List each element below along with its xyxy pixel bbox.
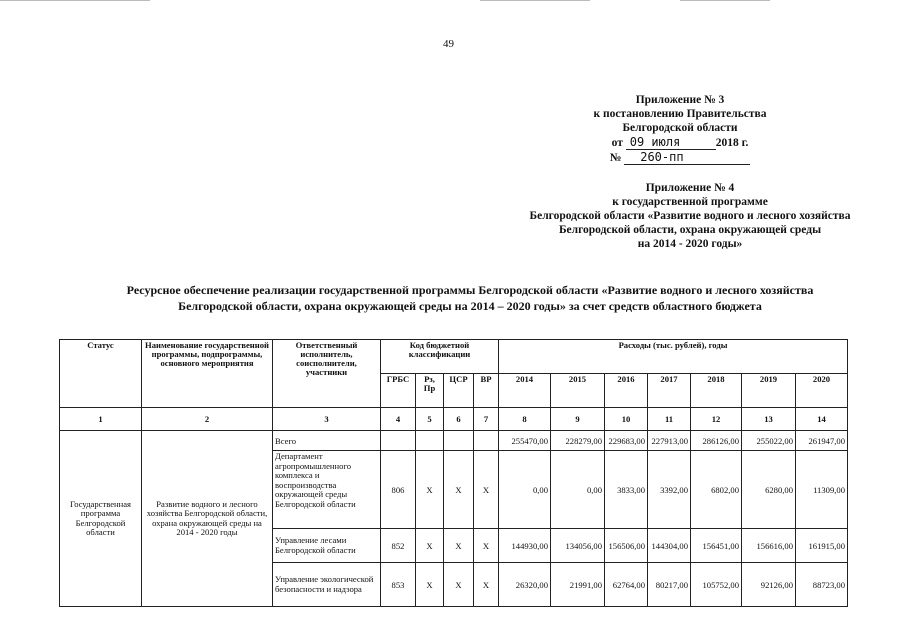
column-number: 5 <box>416 408 444 431</box>
column-number: 7 <box>474 408 499 431</box>
executor-cell: Департамент агропромышленного комплекса и воспроизводства окружающей среды Белгородской области <box>273 451 381 529</box>
column-number: 9 <box>551 408 605 431</box>
column-number: 8 <box>499 408 551 431</box>
header-year: 2014 <box>499 374 551 408</box>
column-number-row <box>60 408 848 431</box>
title-line: Белгородской области, охрана окружающей среды на 2014 – 2020 годы» за счет средств областного бюджета <box>178 299 762 313</box>
value-cell: 286126,00 <box>691 431 742 451</box>
scan-edge-line <box>680 0 770 1</box>
appendix-4-line: Белгородской области «Развитие водного и лесного хозяйства <box>529 210 851 222</box>
appendix-3-block <box>580 93 780 165</box>
executor-cell: Всего <box>273 431 381 451</box>
value-cell: 62764,00 <box>605 563 648 607</box>
document-title <box>60 282 880 314</box>
header-executor: Ответственный исполнитель, соисполнители, участники <box>273 340 381 408</box>
column-number: 11 <box>648 408 691 431</box>
rz-pr-cell: X <box>416 563 444 607</box>
value-cell: 0,00 <box>499 451 551 529</box>
value-cell: 26320,00 <box>499 563 551 607</box>
date-prefix: от <box>611 137 623 149</box>
csr-cell <box>444 431 474 451</box>
csr-cell: X <box>444 529 474 563</box>
appendix-3-date <box>580 135 780 150</box>
value-cell: 6802,00 <box>691 451 742 529</box>
status-cell: Государственная программа Белгородской области <box>60 431 142 607</box>
header-csr: ЦСР <box>444 374 474 408</box>
scan-edge-line <box>480 0 590 1</box>
header-year: 2018 <box>691 374 742 408</box>
value-cell: 144304,00 <box>648 529 691 563</box>
column-number: 10 <box>605 408 648 431</box>
header-year: 2020 <box>796 374 848 408</box>
appendix-4-line: Белгородской области, охрана окружающей среды <box>558 224 822 236</box>
scan-edge-line <box>0 0 150 1</box>
header-rz-pr: Рз, Пр <box>416 374 444 408</box>
value-cell: 21991,00 <box>551 563 605 607</box>
page-number: 49 <box>443 38 454 50</box>
value-cell: 3392,00 <box>648 451 691 529</box>
column-number: 3 <box>273 408 381 431</box>
value-cell: 156616,00 <box>742 529 796 563</box>
column-number: 12 <box>691 408 742 431</box>
number-value: 260-пп <box>624 150 750 165</box>
value-cell: 161915,00 <box>796 529 848 563</box>
grbs-cell: 852 <box>381 529 416 563</box>
value-cell: 255022,00 <box>742 431 796 451</box>
appendix-3-title: Приложение № 3 <box>635 94 725 106</box>
rz-pr-cell: X <box>416 529 444 563</box>
csr-cell: X <box>444 451 474 529</box>
value-cell: 80217,00 <box>648 563 691 607</box>
value-cell: 0,00 <box>551 451 605 529</box>
appendix-4-block <box>500 181 880 251</box>
date-year: 2018 г. <box>715 137 749 149</box>
date-value: 09 июля <box>626 135 716 150</box>
appendix-4-line: на 2014 - 2020 годы» <box>637 238 743 250</box>
column-number: 2 <box>142 408 273 431</box>
header-year: 2016 <box>605 374 648 408</box>
vr-cell: X <box>474 451 499 529</box>
title-line: Ресурсное обеспечение реализации государственной программы Белгородской области «Развитие водного и лесного хозяйства <box>126 283 814 297</box>
appendix-4-title: Приложение № 4 <box>645 182 735 194</box>
value-cell: 88723,00 <box>796 563 848 607</box>
header-vr: ВР <box>474 374 499 408</box>
column-number: 13 <box>742 408 796 431</box>
column-number: 14 <box>796 408 848 431</box>
resource-table <box>59 339 848 607</box>
value-cell: 92126,00 <box>742 563 796 607</box>
value-cell: 134056,00 <box>551 529 605 563</box>
grbs-cell: 853 <box>381 563 416 607</box>
appendix-3-line: Белгородской области <box>622 122 738 134</box>
table-row <box>60 431 848 451</box>
value-cell: 229683,00 <box>605 431 648 451</box>
executor-cell: Управление экологической безопасности и надзора <box>273 563 381 607</box>
appendix-4-line: к государственной программе <box>612 196 768 208</box>
value-cell: 227913,00 <box>648 431 691 451</box>
grbs-cell <box>381 431 416 451</box>
rz-pr-cell <box>416 431 444 451</box>
column-number: 6 <box>444 408 474 431</box>
header-year: 2019 <box>742 374 796 408</box>
value-cell: 255470,00 <box>499 431 551 451</box>
number-prefix: № <box>609 152 622 164</box>
value-cell: 6280,00 <box>742 451 796 529</box>
header-year: 2017 <box>648 374 691 408</box>
appendix-3-line: к постановлению Правительства <box>593 108 767 120</box>
value-cell: 156451,00 <box>691 529 742 563</box>
appendix-3-number <box>580 150 780 165</box>
executor-cell: Управление лесами Белгородской области <box>273 529 381 563</box>
header-grbs: ГРБС <box>381 374 416 408</box>
column-number: 4 <box>381 408 416 431</box>
value-cell: 261947,00 <box>796 431 848 451</box>
header-year: 2015 <box>551 374 605 408</box>
vr-cell: X <box>474 563 499 607</box>
vr-cell <box>474 431 499 451</box>
value-cell: 228279,00 <box>551 431 605 451</box>
header-budget-code: Код бюджетной классификации <box>381 340 499 374</box>
header-expenses: Расходы (тыс. рублей), годы <box>499 340 848 374</box>
program-name-cell: Развитие водного и лесного хозяйства Белгородской области, охрана окружающей среды на 2014 - 2020 годы <box>142 431 273 607</box>
csr-cell: X <box>444 563 474 607</box>
header-name: Наименование государственной программы, подпрограммы, основного мероприятия <box>142 340 273 408</box>
value-cell: 156506,00 <box>605 529 648 563</box>
value-cell: 11309,00 <box>796 451 848 529</box>
value-cell: 105752,00 <box>691 563 742 607</box>
header-status: Статус <box>60 340 142 408</box>
column-number: 1 <box>60 408 142 431</box>
rz-pr-cell: X <box>416 451 444 529</box>
vr-cell: X <box>474 529 499 563</box>
grbs-cell: 806 <box>381 451 416 529</box>
value-cell: 3833,00 <box>605 451 648 529</box>
value-cell: 144930,00 <box>499 529 551 563</box>
